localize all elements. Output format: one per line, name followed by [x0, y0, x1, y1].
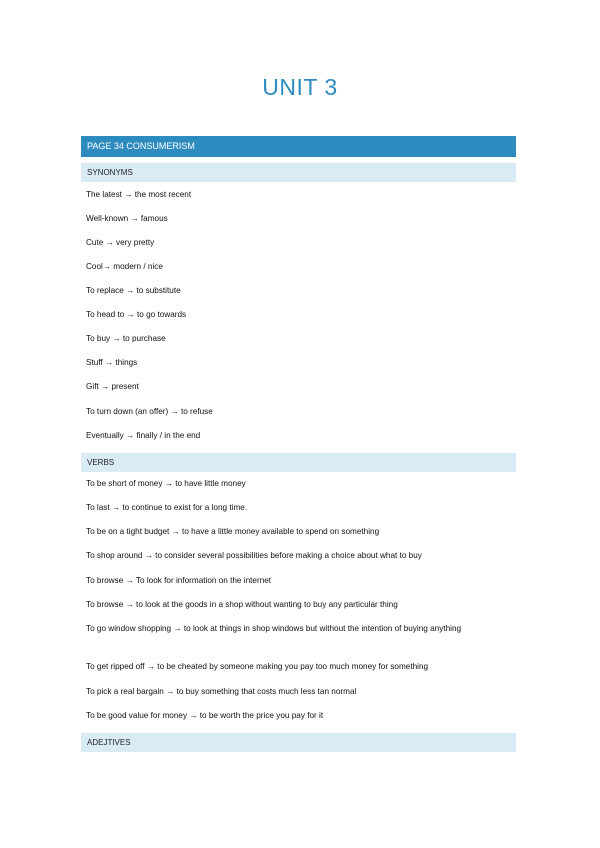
verb-item: To browse → to look at the goods in a shop without wanting to buy any particular thing	[86, 600, 398, 609]
synonym-item: Cool→ modern / nice	[86, 262, 163, 271]
verb-item: To last → to continue to exist for a long time.	[86, 503, 248, 512]
verbs-header: VERBS	[81, 453, 516, 472]
page-title: UNIT 3	[262, 74, 338, 100]
verb-item: To shop around → to consider several possibilities before making a choice about what to buy	[86, 551, 422, 560]
synonym-item: To turn down (an offer) → to refuse	[86, 407, 213, 416]
verb-item: To be on a tight budget → to have a little money available to spend on something	[86, 527, 380, 536]
verb-item: To be good value for money → to be worth the price you pay for it	[86, 711, 324, 720]
verb-item: To get ripped off → to be cheated by someone making you pay too much money for something	[86, 662, 429, 671]
synonym-item: Well-known → famous	[86, 214, 168, 223]
synonym-item: Gift → present	[86, 382, 139, 391]
verb-item: To go window shopping → to look at things in shop windows but without the intention of buying anything	[86, 624, 462, 633]
verb-item: To browse → To look for information on the internet	[86, 576, 272, 585]
section-header: PAGE 34 CONSUMERISM	[81, 136, 516, 157]
adjectives-header: ADEJTIVES	[81, 733, 516, 752]
synonym-item: To buy → to purchase	[86, 334, 166, 343]
verb-item: To pick a real bargain → to buy something that costs much less tan normal	[86, 687, 357, 696]
synonym-item: To head to → to go towards	[86, 310, 187, 319]
synonym-item: Cute → very pretty	[86, 238, 155, 247]
synonym-item: The latest → the most recent	[86, 190, 192, 199]
verb-item: To be short of money → to have little money	[86, 479, 246, 488]
synonym-item: To replace → to substitute	[86, 286, 181, 295]
synonym-item: Stuff → things	[86, 358, 138, 367]
synonyms-header: SYNONYMS	[81, 163, 516, 182]
synonym-item: Eventually → finally / in the end	[86, 431, 201, 440]
